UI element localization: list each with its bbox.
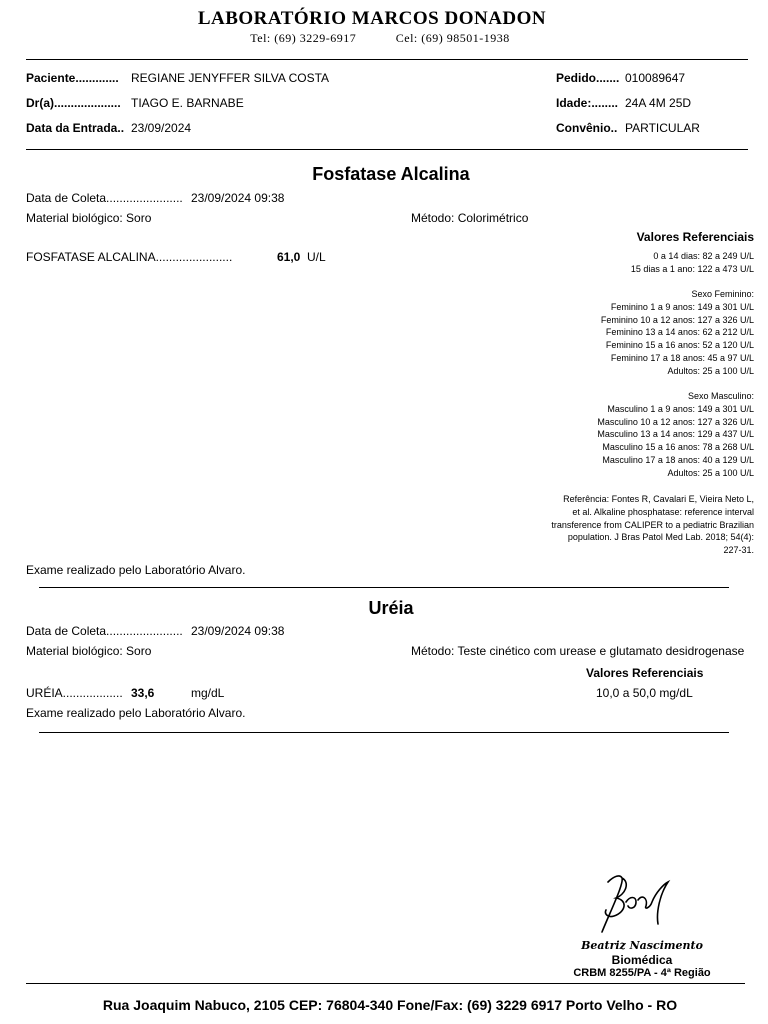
paciente-label: Paciente............. bbox=[26, 71, 119, 85]
ref-line: Masculino 10 a 12 anos: 127 a 326 U/L bbox=[597, 416, 754, 427]
ref-masc-title: Sexo Masculino: bbox=[687, 391, 754, 401]
footer-divider bbox=[26, 983, 745, 984]
idade-value: 24A 4M 25D bbox=[625, 96, 692, 110]
entrada-value: 23/09/2024 bbox=[131, 121, 192, 135]
exam2-result-label: URÉIA.................. bbox=[26, 686, 123, 700]
header-divider bbox=[26, 59, 748, 60]
footer-address: Rua Joaquim Nabuco, 2105 CEP: 76804-340 Fone/Fax: (69) 3229 6917 Porto Velho - RO bbox=[102, 997, 678, 1013]
exam1-performed-by: Exame realizado pelo Laboratório Alvaro. bbox=[26, 563, 246, 577]
exam1-ref-feminino bbox=[524, 288, 754, 378]
ref-line: Masculino 13 a 14 anos: 129 a 437 U/L bbox=[597, 429, 754, 440]
signer-name: Beatriz Nascimento bbox=[581, 939, 703, 952]
lab-phones bbox=[0, 31, 760, 46]
exam1-coleta-value: 23/09/2024 09:38 bbox=[191, 191, 285, 205]
ref-line: Masculino 17 a 18 anos: 40 a 129 U/L bbox=[602, 454, 754, 465]
exam2-coleta-value: 23/09/2024 09:38 bbox=[191, 624, 285, 638]
convenio-label: Convênio.. bbox=[556, 121, 618, 135]
ref-line: Masculino 1 a 9 anos: 149 a 301 U/L bbox=[607, 403, 754, 414]
citation-line: population. J Bras Patol Med Lab. 2018; 54(4): bbox=[567, 532, 754, 543]
exam2-title: Uréia bbox=[368, 598, 414, 618]
handwritten-signature bbox=[590, 872, 680, 938]
signer-role: Biomédica bbox=[611, 953, 673, 967]
ref-line: Feminino 13 a 14 anos: 62 a 212 U/L bbox=[605, 327, 754, 338]
exam2-material: Material biológico: Soro bbox=[26, 644, 152, 658]
exam2-result-unit: mg/dL bbox=[191, 686, 225, 700]
idade-label: Idade:........ bbox=[556, 96, 619, 110]
exam1-ref-header: Valores Referenciais bbox=[636, 230, 754, 244]
exam2-ref-header: Valores Referenciais bbox=[586, 666, 704, 680]
exam1-coleta-label: Data de Coleta....................... bbox=[26, 191, 183, 205]
ref-line: Adultos: 25 a 100 U/L bbox=[667, 365, 754, 376]
exam1-result-value: 61,0 bbox=[277, 250, 301, 264]
paciente-value: REGIANE JENYFFER SILVA COSTA bbox=[131, 71, 330, 85]
convenio-value: PARTICULAR bbox=[625, 121, 700, 135]
exam1-divider bbox=[39, 587, 729, 588]
lab-tel: Tel: (69) 3229-6917 bbox=[250, 31, 357, 45]
exam1-result-label: FOSFATASE ALCALINA....................... bbox=[26, 250, 233, 264]
exam1-material: Material biológico: Soro bbox=[26, 211, 152, 225]
pedido-value: 010089647 bbox=[625, 71, 686, 85]
exam2-result-value: 33,6 bbox=[131, 686, 155, 700]
exam2-metodo: Método: Teste cinético com urease e glutamato desidrogenase bbox=[411, 644, 745, 658]
exam2-divider bbox=[39, 732, 729, 733]
ref-line: 15 dias a 1 ano: 122 a 473 U/L bbox=[630, 263, 754, 274]
doctor-label: Dr(a).................... bbox=[26, 96, 121, 110]
ref-fem-title: Sexo Feminino: bbox=[691, 289, 754, 299]
citation-line: Referência: Fontes R, Cavalari E, Vieira Neto L, bbox=[563, 494, 754, 504]
exam1-ref-citation bbox=[524, 493, 754, 557]
citation-line: et al. Alkaline phosphatase: reference interval bbox=[572, 506, 754, 517]
ref-line: Feminino 1 a 9 anos: 149 a 301 U/L bbox=[610, 301, 754, 312]
ref-line: Adultos: 25 a 100 U/L bbox=[667, 467, 754, 478]
ref-line: Masculino 15 a 16 anos: 78 a 268 U/L bbox=[602, 442, 754, 453]
entrada-label: Data da Entrada.. bbox=[26, 121, 125, 135]
doctor-value: TIAGO E. BARNABE bbox=[131, 96, 244, 110]
citation-line: 227-31. bbox=[723, 545, 754, 556]
lab-cel: Cel: (69) 98501-1938 bbox=[395, 31, 510, 45]
exam1-result-unit: U/L bbox=[307, 250, 326, 264]
citation-line: transference from CALIPER to a pediatric Brazilian bbox=[551, 519, 754, 530]
exam2-coleta-label: Data de Coleta....................... bbox=[26, 624, 183, 638]
exam1-ref-masculino bbox=[524, 390, 754, 480]
exam2-performed-by: Exame realizado pelo Laboratório Alvaro. bbox=[26, 706, 246, 720]
ref-line: Feminino 10 a 12 anos: 127 a 326 U/L bbox=[600, 314, 754, 325]
exam2-ref-value: 10,0 a 50,0 mg/dL bbox=[596, 686, 693, 700]
signer-crbm: CRBM 8255/PA - 4ª Região bbox=[573, 967, 711, 979]
exam1-title: Fosfatase Alcalina bbox=[312, 164, 470, 184]
exam1-ref-general bbox=[524, 250, 754, 276]
patient-divider bbox=[26, 149, 748, 150]
ref-line: Feminino 17 a 18 anos: 45 a 97 U/L bbox=[610, 352, 754, 363]
exam1-metodo: Método: Colorimétrico bbox=[411, 211, 529, 225]
ref-line: 0 a 14 dias: 82 a 249 U/L bbox=[653, 251, 754, 261]
lab-name: LABORATÓRIO MARCOS DONADON bbox=[197, 8, 547, 29]
ref-line: Feminino 15 a 16 anos: 52 a 120 U/L bbox=[605, 340, 754, 351]
pedido-label: Pedido....... bbox=[556, 71, 620, 85]
